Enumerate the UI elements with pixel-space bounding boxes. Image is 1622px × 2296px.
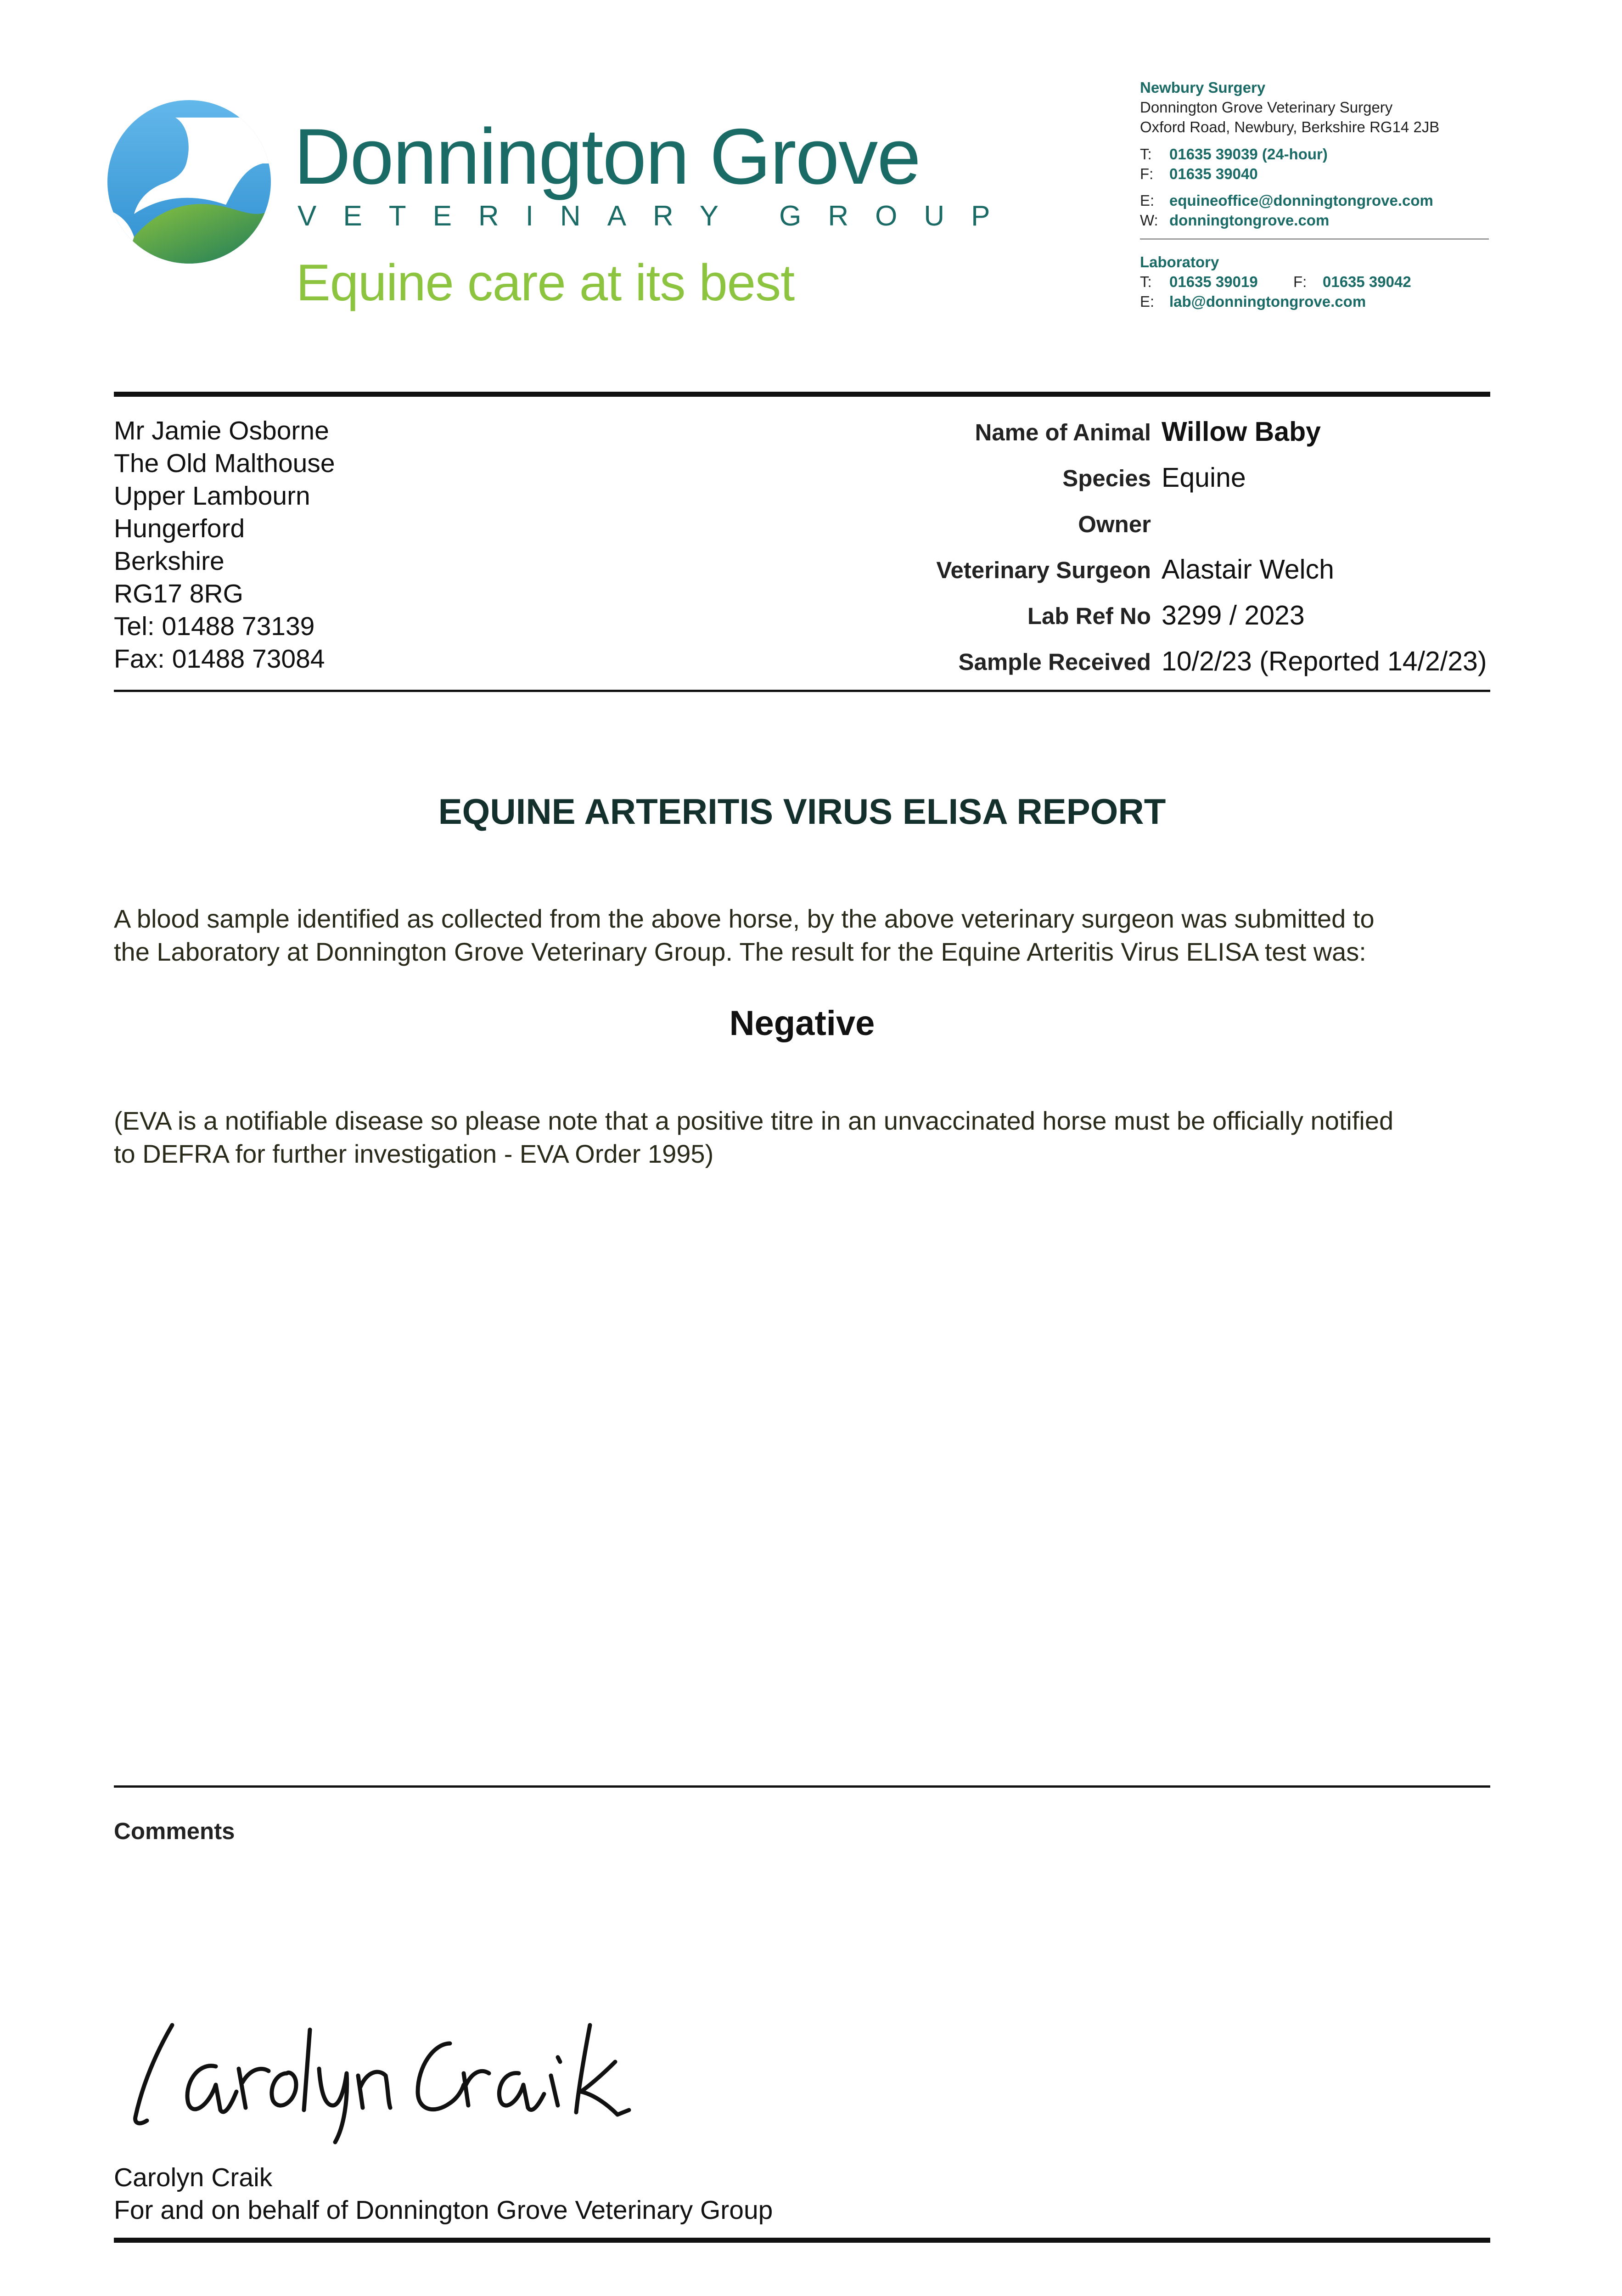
lab-fax-label: F: [1293, 273, 1307, 290]
detail-label: Species [1062, 465, 1151, 491]
lab-email-link[interactable]: lab@donningtongrove.com [1169, 293, 1366, 310]
test-result: Negative [729, 1004, 875, 1043]
detail-value: 10/2/23 (Reported 14/2/23) [1162, 646, 1487, 676]
detail-value: 3299 / 2023 [1162, 600, 1305, 630]
address-line: The Old Malthouse [114, 449, 335, 478]
signer-on-behalf: For and on behalf of Donnington Grove Veterinary Group [114, 2195, 773, 2225]
comments-rule [114, 1785, 1490, 1788]
address-line: RG17 8RG [114, 579, 243, 608]
surgery-web-label: W: [1140, 212, 1158, 229]
report-title: EQUINE ARTERITIS VIRUS ELISA REPORT [438, 791, 1166, 832]
logo-mark-icon [107, 99, 272, 264]
detail-value: Alastair Welch [1162, 554, 1334, 585]
detail-row-sample-received [551, 643, 1492, 689]
laboratory-heading: Laboratory [1140, 253, 1219, 270]
footer-rule [114, 2238, 1490, 2243]
detail-label: Lab Ref No [1027, 603, 1151, 629]
note-line: (EVA is a notifiable disease so please note that a positive titre in an unvaccinated horse must be officially notified [114, 1106, 1394, 1135]
signoff [114, 2161, 773, 2227]
surgery-fax-label: F: [1140, 165, 1154, 182]
detail-row-animal-name [551, 413, 1492, 459]
signature-image [129, 2011, 725, 2149]
surgery-tel-label: T: [1140, 145, 1152, 163]
lab-tel-label: T: [1140, 273, 1152, 290]
address-line: Berkshire [114, 546, 224, 576]
detail-row-lab-ref [551, 597, 1492, 643]
surgery-email-link[interactable]: equineoffice@donningtongrove.com [1169, 192, 1433, 209]
surgery-fax: 01635 39040 [1169, 165, 1258, 182]
lab-fax: 01635 39042 [1323, 273, 1411, 290]
surgery-address-line1: Donnington Grove Veterinary Surgery [1140, 98, 1393, 116]
brand-tagline: Equine care at its best [296, 254, 795, 311]
address-line: Fax: 01488 73084 [114, 644, 325, 674]
detail-row-owner [551, 505, 1492, 551]
details-rule [114, 690, 1490, 692]
surgery-contact [1140, 78, 1439, 231]
detail-label: Owner [1078, 511, 1151, 537]
detail-label: Veterinary Surgeon [936, 557, 1151, 583]
brand-name: Donnington Grove [294, 113, 920, 201]
header-rule [114, 392, 1490, 397]
surgery-tel: 01635 39039 (24-hour) [1169, 145, 1328, 163]
address-line: Hungerford [114, 514, 245, 543]
intro-paragraph [114, 902, 1491, 968]
contact-divider [1140, 238, 1489, 240]
comments-label: Comments [114, 1818, 235, 1844]
signer-name: Carolyn Craik [114, 2163, 273, 2192]
detail-row-vet-surgeon [551, 551, 1492, 597]
detail-value: Willow Baby [1162, 416, 1321, 447]
address-line: Mr Jamie Osborne [114, 416, 329, 445]
detail-row-species [551, 459, 1492, 505]
surgery-heading: Newbury Surgery [1140, 79, 1266, 96]
notifiable-note [114, 1104, 1491, 1171]
intro-line: A blood sample identified as collected from the above horse, by the above veterinary surgeon was submitted to [114, 904, 1375, 933]
intro-line: the Laboratory at Donnington Grove Veterinary Group. The result for the Equine Arteritis Virus ELISA test was: [114, 937, 1366, 966]
detail-label: Sample Received [958, 649, 1151, 675]
surgery-email-label: E: [1140, 192, 1155, 209]
address-line: Tel: 01488 73139 [114, 612, 315, 641]
lab-email-label: E: [1140, 293, 1155, 310]
address-line: Upper Lambourn [114, 481, 310, 511]
note-line: to DEFRA for further investigation - EVA Order 1995) [114, 1139, 714, 1168]
brand-subtitle: VETERINARY GROUP [297, 200, 1017, 232]
detail-value: Equine [1162, 462, 1246, 493]
surgery-address-line2: Oxford Road, Newbury, Berkshire RG14 2JB [1140, 118, 1440, 135]
recipient-address [114, 415, 335, 675]
detail-label: Name of Animal [975, 419, 1151, 445]
lab-tel: 01635 39019 [1169, 273, 1258, 290]
surgery-web-link[interactable]: donningtongrove.com [1169, 212, 1330, 229]
laboratory-contact [1140, 253, 1411, 312]
